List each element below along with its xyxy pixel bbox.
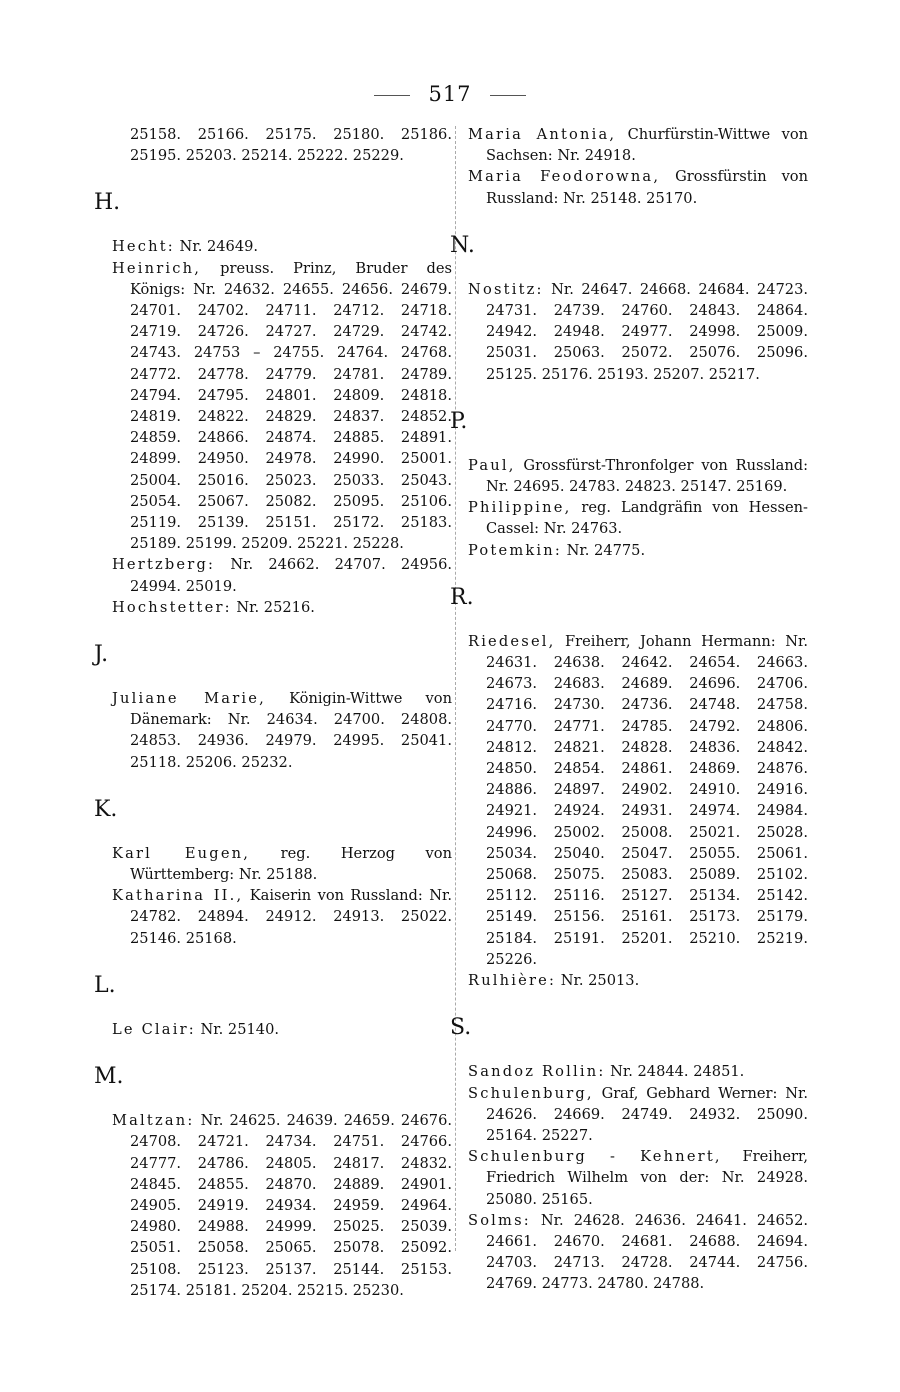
- entry-references: Freiherr, Johann Hermann: Nr. 24631. 24638. 24642. 24654. 24663. 24673. 24683. 24689. 24696. 24706. 24716. 24730. 24736. 24748. 24758. 24770. 24771. 24785. 24792. 24806. 24812. 24821. 24828. 24836. 24842. 24850. 24854. 24861. 24869. 24876. 24886. 24897. 24902. 24910. 24916. 24921. 24924. 24931. 24974. 24984. 24996. 25002. 25008. 25021. 25028. 25034. 25040. 25047. 25055. 25061. 25068. 25075. 25083. 25089. 25102. 25112. 25116. 25127. 25134. 25142. 25149. 25156. 25161. 25173. 25179. 25184. 25191. 25201. 25210. 25219. 25226.: [486, 632, 808, 968]
- index-entry: [468, 166, 808, 208]
- entry-name: Hecht:: [112, 238, 175, 256]
- index-entry: [468, 540, 808, 561]
- entry-references: reg. Landgräfin von Hessen-Cassel: Nr. 24763.: [486, 499, 808, 538]
- rule-right: [490, 95, 526, 96]
- entry-name: Sandoz Rollin:: [468, 1063, 606, 1081]
- index-entry: [112, 843, 452, 885]
- index-entry: [112, 1110, 452, 1301]
- index-entry: [468, 455, 808, 497]
- index-entry: [112, 236, 452, 257]
- index-entry: [468, 1083, 808, 1147]
- index-entry: [112, 885, 452, 949]
- entry-references: Nr. 25013.: [556, 972, 640, 990]
- index-entry: [468, 279, 808, 385]
- entry-references: Freiherr, Friedrich Wilhelm von der: Nr. 24928. 25080. 25165.: [486, 1148, 808, 1208]
- entry-name: Le Clair:: [112, 1020, 196, 1038]
- index-entry: [112, 597, 452, 618]
- index-entry: [112, 258, 452, 555]
- entry-references: Nr. 24775.: [561, 541, 646, 559]
- rule-left: [374, 95, 410, 96]
- entry-name: Katharina II.,: [112, 887, 244, 905]
- index-entry: [112, 1019, 452, 1040]
- entry-name: Philippine,: [468, 499, 572, 517]
- index-entry: [468, 124, 808, 166]
- entry-references: Nr. 25216.: [231, 598, 315, 616]
- entry-name: Heinrich,: [112, 259, 202, 277]
- right-column: [450, 124, 809, 1295]
- entry-references: Churfürstin-Wittwe von Sachsen: Nr. 24918.: [486, 126, 809, 165]
- entry-references: Nr. 24844. 24851.: [605, 1063, 745, 1081]
- entry-name: Juliane Marie,: [112, 690, 266, 708]
- entry-references: Graf, Gebhard Werner: Nr. 24626. 24669. 24749. 24932. 25090. 25164. 25227.: [486, 1084, 808, 1144]
- entry-name: Rulhière:: [468, 972, 557, 990]
- index-entry: [468, 1210, 808, 1295]
- entry-name: Schulenburg,: [468, 1084, 594, 1102]
- entry-references: reg. Herzog von Württemberg: Nr. 25188.: [130, 844, 452, 884]
- section-letter: P.: [450, 408, 468, 434]
- entry-references: Nr. 24649.: [174, 238, 259, 256]
- section-letter: H.: [94, 190, 121, 216]
- entry-references: Grossfürstin von Russland: Nr. 25148. 25170.: [486, 168, 808, 207]
- index-entry: [468, 631, 808, 970]
- entry-references: Grossfürst-Thronfolger von Russland: Nr. 24695. 24783. 24823. 25147. 25169.: [486, 456, 808, 496]
- entry-name: Maltzan:: [112, 1112, 195, 1130]
- section-letter: K.: [94, 796, 118, 822]
- entry-references: Königin-Wittwe von Dänemark: Nr. 24634. 24700. 24808. 24853. 24936. 24979. 24995. 25041. 25118. 25206. 25232.: [130, 690, 452, 771]
- section-letter: M.: [94, 1064, 124, 1090]
- entry-name: Nostitz:: [468, 280, 544, 298]
- entry-name: Schulenburg - Kehnert,: [468, 1148, 722, 1166]
- index-entry: [468, 1146, 808, 1210]
- entry-name: Hertzberg:: [112, 556, 216, 574]
- index-entry: [468, 970, 808, 991]
- entry-name: Paul,: [468, 456, 516, 474]
- entry-name: Solms:: [468, 1211, 531, 1229]
- left-column: [94, 124, 452, 1301]
- entry-name: Maria Antonia,: [468, 126, 617, 143]
- entry-references: Kaiserin von Russland: Nr. 24782. 24894. 24912. 24913. 25022. 25146. 25168.: [130, 887, 452, 947]
- entry-name: Potemkin:: [468, 541, 562, 559]
- section-letter: R.: [450, 584, 474, 610]
- entry-references: preuss. Prinz, Bruder des Königs: Nr. 24632. 24655. 24656. 24679. 24701. 24702. 24711. 24712. 24718. 24719. 24726. 24727. 24729. 24742. 24743. 24753 – 24755. 24764. 24768. 24772. 24778. 24779. 24781. 24789. 24794. 24795. 24801. 24809. 24818. 24819. 24822. 24829. 24837. 24852. 24859. 24866. 24874. 24885. 24891. 24899. 24950. 24978. 24990. 25001. 25004. 25016. 25023. 25033. 25043. 25054. 25067. 25082. 25095. 25106. 25119. 25139. 25151. 25172. 25183. 25189. 25199. 25209. 25221. 25228.: [130, 259, 452, 553]
- entry-references: Nr. 24647. 24668. 24684. 24723. 24731. 24739. 24760. 24843. 24864. 24942. 24948. 24977. 24998. 25009. 25031. 25063. 25072. 25076. 25096. 25125. 25176. 25193. 25207. 25217.: [486, 280, 808, 383]
- index-entry: [468, 497, 808, 539]
- entry-references: Nr. 24625. 24639. 24659. 24676. 24708. 24721. 24734. 24751. 24766. 24777. 24786. 24805. 24817. 24832. 24845. 24855. 24870. 24889. 24901. 24905. 24919. 24934. 24959. 24964. 24980. 24988. 24999. 25025. 25039. 25051. 25058. 25065. 25078. 25092. 25108. 25123. 25137. 25144. 25153. 25174. 25181. 25204. 25215. 25230.: [130, 1112, 452, 1299]
- entry-name: Karl Eugen,: [112, 844, 251, 862]
- column-divider: [455, 126, 456, 1251]
- entry-references: Nr. 24662. 24707. 24956. 24994. 25019.: [130, 556, 452, 595]
- section-letter: N.: [450, 232, 475, 258]
- index-entry: [112, 554, 452, 596]
- index-entry: [468, 1061, 808, 1082]
- entry-name: Hochstetter:: [112, 598, 232, 616]
- section-letter: L.: [94, 972, 116, 998]
- entry-references: Nr. 25140.: [195, 1020, 279, 1038]
- index-entry-continuation: 25158. 25166. 25175. 25180. 25186. 25195. 25203. 25214. 25222. 25229.: [130, 126, 452, 165]
- entry-references: Nr. 24628. 24636. 24641. 24652. 24661. 24670. 24681. 24688. 24694. 24703. 24713. 24728. 24744. 24756. 24769. 24773. 24780. 24788.: [486, 1211, 808, 1293]
- entry-name: Riedesel,: [468, 632, 556, 650]
- page-number: [0, 82, 900, 106]
- section-letter: S.: [450, 1015, 472, 1041]
- page-number-text: 517: [428, 82, 472, 106]
- section-letter: J.: [94, 642, 109, 668]
- index-entry: [112, 688, 452, 773]
- entry-name: Maria Feodorowna,: [468, 168, 661, 186]
